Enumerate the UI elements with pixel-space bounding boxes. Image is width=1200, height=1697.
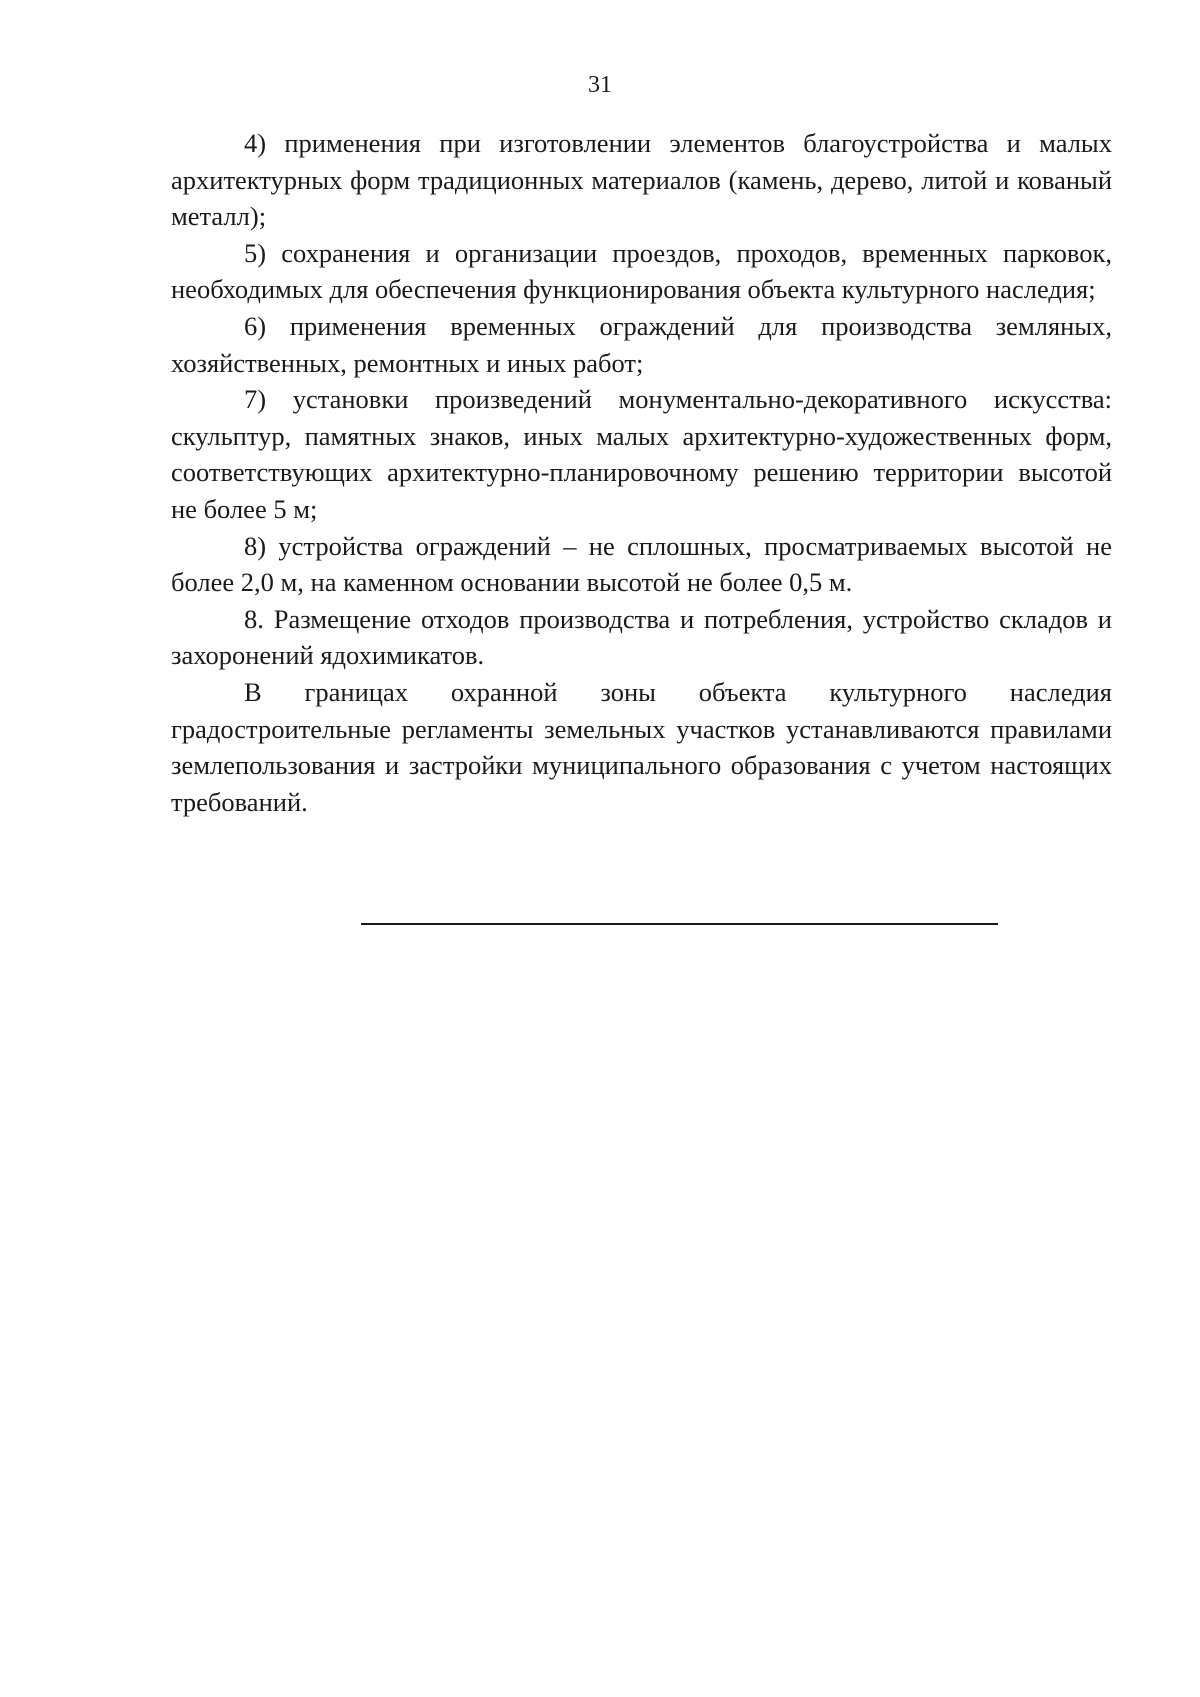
list-item-7-paragraph: 7) установки произведений монументально-декоративного искусства: скульптур, памятных знаков, иных малых архитектурно-художественных форм, соответствующих архитектурно-планировочному решению территории высотой не более 5 м; (171, 384, 1112, 524)
page-number: 31 (588, 72, 612, 98)
section-8-paragraph: 8. Размещение отходов производства и потребления, устройство складов и захоронений ядохимикатов. (171, 603, 1112, 671)
closing-paragraph: В границах охранной зоны объекта культурного наследия градостроительные регламенты земельных участков устанавливаются правилами землепользования и застройки муниципального образования с учетом настоящих требований. (171, 676, 1112, 817)
list-item-6-paragraph: 6) применения временных ограждений для производства земляных, хозяйственных, ремонтных и иных работ; (171, 310, 1112, 378)
list-item-8-paragraph: 8) устройства ограждений – не сплошных, просматриваемых высотой не более 2,0 м, на каменном основании высотой не более 0,5 м. (171, 530, 1112, 598)
list-item-5-paragraph: 5) сохранения и организации проездов, проходов, временных парковок, необходимых для обеспечения функционирования объекта культурного наследия; (171, 237, 1112, 305)
list-item-4-paragraph: 4) применения при изготовлении элементов благоустройства и малых архитектурных форм традиционных материалов (камень, дерево, литой и кованый металл); (171, 128, 1112, 232)
document-body (171, 125, 1112, 820)
end-of-text-rule (361, 923, 998, 925)
